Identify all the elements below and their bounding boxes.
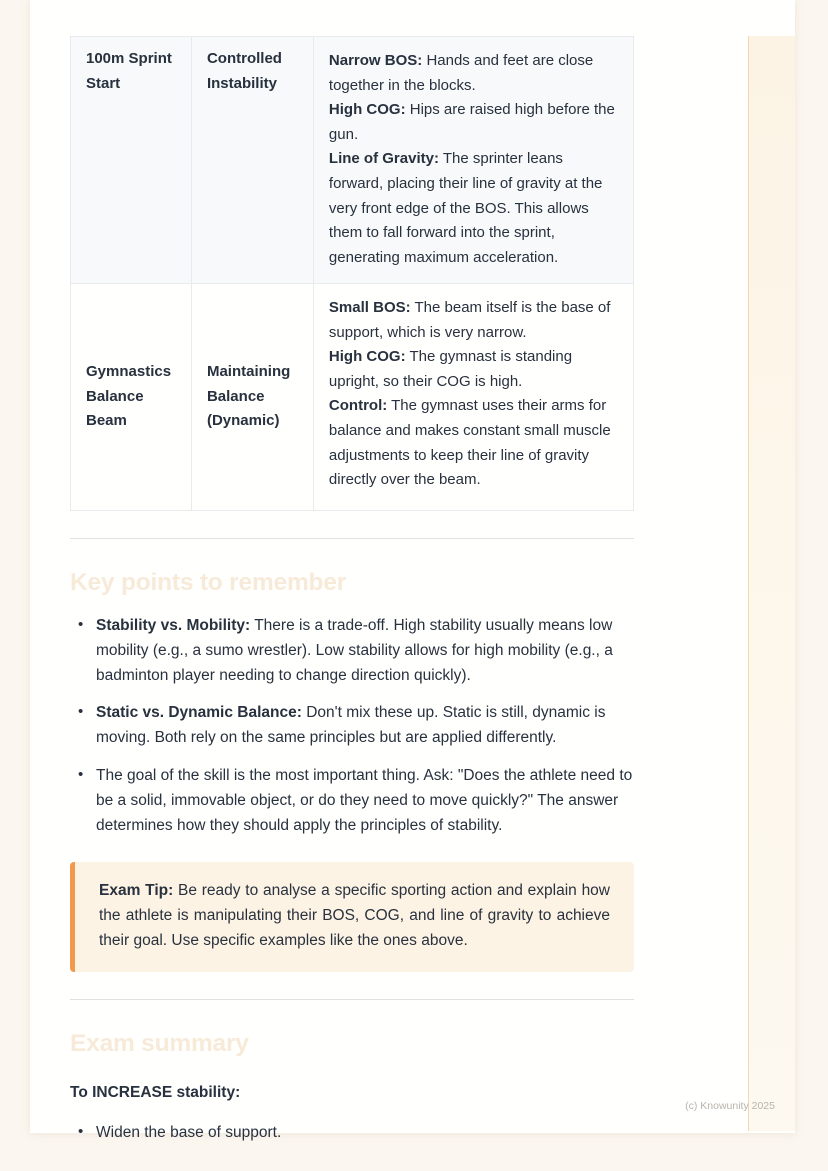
goal-cell: Controlled Instability (191, 37, 313, 284)
notes-content (70, 0, 634, 1146)
bold-lead: Stability vs. Mobility: (96, 617, 251, 634)
detail-line: High COG: The gymnast is standing upright, so their COG is high. (328, 348, 573, 390)
example-cell: 100m Sprint Start (71, 37, 192, 284)
bold-lead: Small BOS: (328, 299, 411, 316)
table-row (71, 37, 634, 284)
details-cell (313, 284, 633, 511)
bold-lead: High COG: (328, 101, 406, 119)
key-points-list (70, 614, 634, 838)
detail-line: Small BOS: The beam itself is the base of support, which is very narrow. (328, 299, 611, 341)
stability-table-body (71, 37, 634, 511)
stability-examples-table (70, 36, 634, 511)
details-cell (313, 37, 633, 284)
page-edge-strip (748, 36, 795, 1131)
table-row (71, 284, 634, 511)
bold-lead: Control: (328, 397, 388, 415)
bold-lead: Line of Gravity: (328, 150, 439, 168)
exam-tip-callout (70, 862, 634, 971)
bold-lead: Static vs. Dynamic Balance: (96, 704, 302, 722)
key-point-item: • The goal of the skill is the most important thing. Ask: "Does the athlete need to be a solid, immovable object, or do they need to move quickly?" The answer determines how they should apply the principles of stability. (70, 764, 634, 838)
exam-tip-label: Exam Tip: (99, 882, 174, 900)
detail-line: Line of Gravity: The sprinter leans forward, placing their line of gravity at the very front edge of the BOS. This allows them to fall forward into the sprint, generating maximum acceleration. (328, 150, 603, 266)
key-point-item: • Stability vs. Mobility: There is a trade-off. High stability usually means low mobility (e.g., a sumo wrestler). Low stability allows for high mobility (e.g., a badminton player needing to change direction quickly). (70, 614, 634, 688)
increase-stability-subheading: To INCREASE stability: (70, 1083, 241, 1101)
example-cell: Gymnastics Balance Beam (71, 284, 192, 511)
notes-page (30, 0, 795, 1141)
exam-tip-text: Be ready to analyse a specific sporting action and explain how the athlete is manipulating their BOS, COG, and line of gravity to achieve their goal. Use specific examples like the ones above. (99, 882, 610, 949)
bold-lead: High COG: (328, 348, 406, 366)
exam-summary-list (70, 1121, 634, 1146)
exam-summary-heading: Exam summary (70, 1029, 249, 1057)
section-divider (70, 999, 634, 1000)
goal-cell: Maintaining Balance (Dynamic) (191, 284, 313, 511)
key-points-heading: Key points to remember (70, 569, 347, 596)
detail-line: Control: The gymnast uses their arms for balance and makes constant small muscle adjustments to keep their line of gravity directly over the beam. (328, 397, 611, 489)
detail-line: High COG: Hips are raised high before the gun. (328, 101, 615, 143)
summary-item: • Widen the base of support. (70, 1121, 634, 1146)
section-divider (70, 538, 634, 539)
key-point-item: • Static vs. Dynamic Balance: Don't mix these up. Static is still, dynamic is moving. Both rely on the same principles but are applied differently. (70, 701, 634, 751)
bold-lead: Narrow BOS: (328, 52, 423, 69)
copyright-watermark: (c) Knowunity 2025 (685, 1100, 775, 1112)
detail-line: Narrow BOS: Hands and feet are close together in the blocks. (328, 52, 594, 94)
